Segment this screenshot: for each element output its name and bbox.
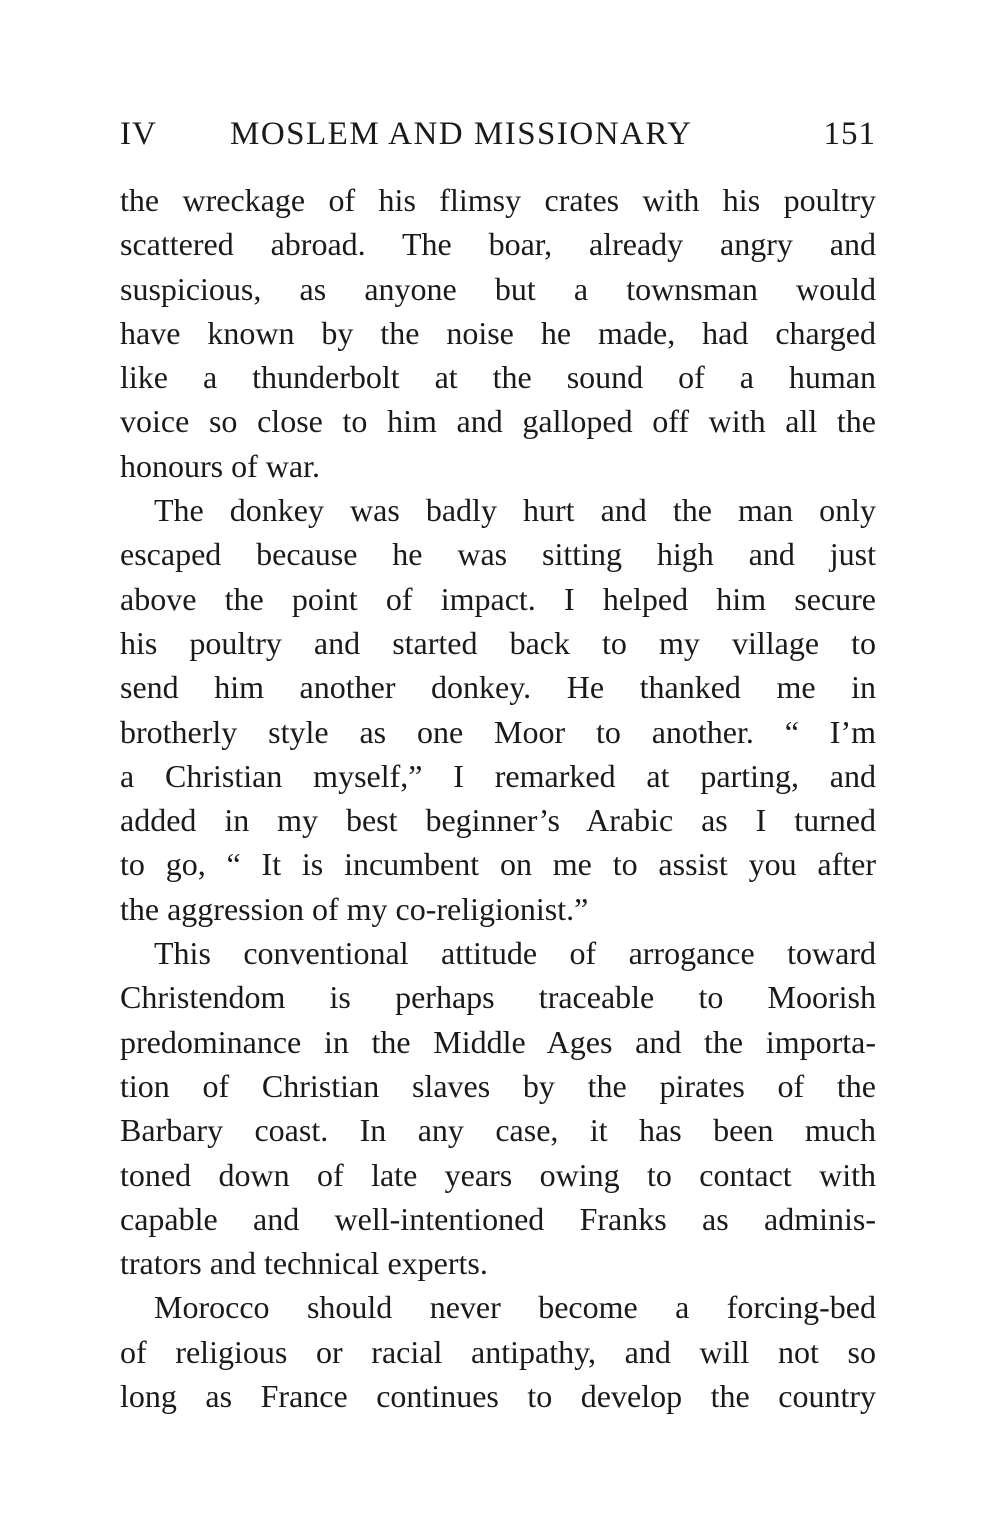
text-line: honours of war.	[120, 447, 320, 484]
text-line: toned down of late years owing to contact with	[120, 1156, 876, 1193]
body-text	[120, 178, 876, 1418]
running-title: MOSLEM AND MISSIONARY	[230, 116, 693, 152]
text-line: like a thunderbolt at the sound of a human	[120, 359, 876, 396]
text-line: trators and technical experts.	[120, 1245, 488, 1282]
text-line: suspicious, as anyone but a townsman would	[120, 270, 876, 307]
text-line: above the point of impact. I helped him secure	[120, 580, 876, 617]
text-line: to go, “ It is incumbent on me to assist you after	[120, 846, 876, 883]
running-head	[120, 112, 876, 156]
text-line: brotherly style as one Moor to another. “ I’m	[120, 713, 876, 750]
text-line: predominance in the Middle Ages and the importa-	[120, 1023, 876, 1060]
text-line: The donkey was badly hurt and the man only	[154, 492, 876, 529]
text-line: long as France continues to develop the country	[120, 1378, 876, 1415]
text-line: Barbary coast. In any case, it has been much	[120, 1112, 876, 1149]
text-line: scattered abroad. The boar, already angry and	[120, 226, 876, 263]
text-line: Morocco should never become a forcing-bed	[154, 1289, 876, 1326]
text-line: capable and well-intentioned Franks as adminis-	[120, 1200, 876, 1237]
text-line: his poultry and started back to my village to	[120, 624, 876, 661]
text-line: send him another donkey. He thanked me in	[120, 669, 876, 706]
text-line: added in my best beginner’s Arabic as I turned	[120, 802, 876, 839]
text-line: have known by the noise he made, had charged	[120, 314, 876, 351]
text-line: tion of Christian slaves by the pirates of the	[120, 1067, 876, 1104]
text-line: This conventional attitude of arrogance toward	[154, 935, 876, 972]
text-line: voice so close to him and galloped off with all the	[120, 403, 876, 440]
text-line: the aggression of my co-religionist.”	[120, 890, 589, 927]
text-line: of religious or racial antipathy, and will not so	[120, 1333, 876, 1370]
text-line: escaped because he was sitting high and just	[120, 536, 876, 573]
text-line: a Christian myself,” I remarked at parting, and	[120, 757, 876, 794]
chapter-number: IV	[120, 116, 157, 152]
text-line: the wreckage of his flimsy crates with his poultry	[120, 182, 876, 218]
page-number: 151	[823, 116, 876, 152]
text-line: Christendom is perhaps traceable to Moorish	[120, 979, 876, 1016]
